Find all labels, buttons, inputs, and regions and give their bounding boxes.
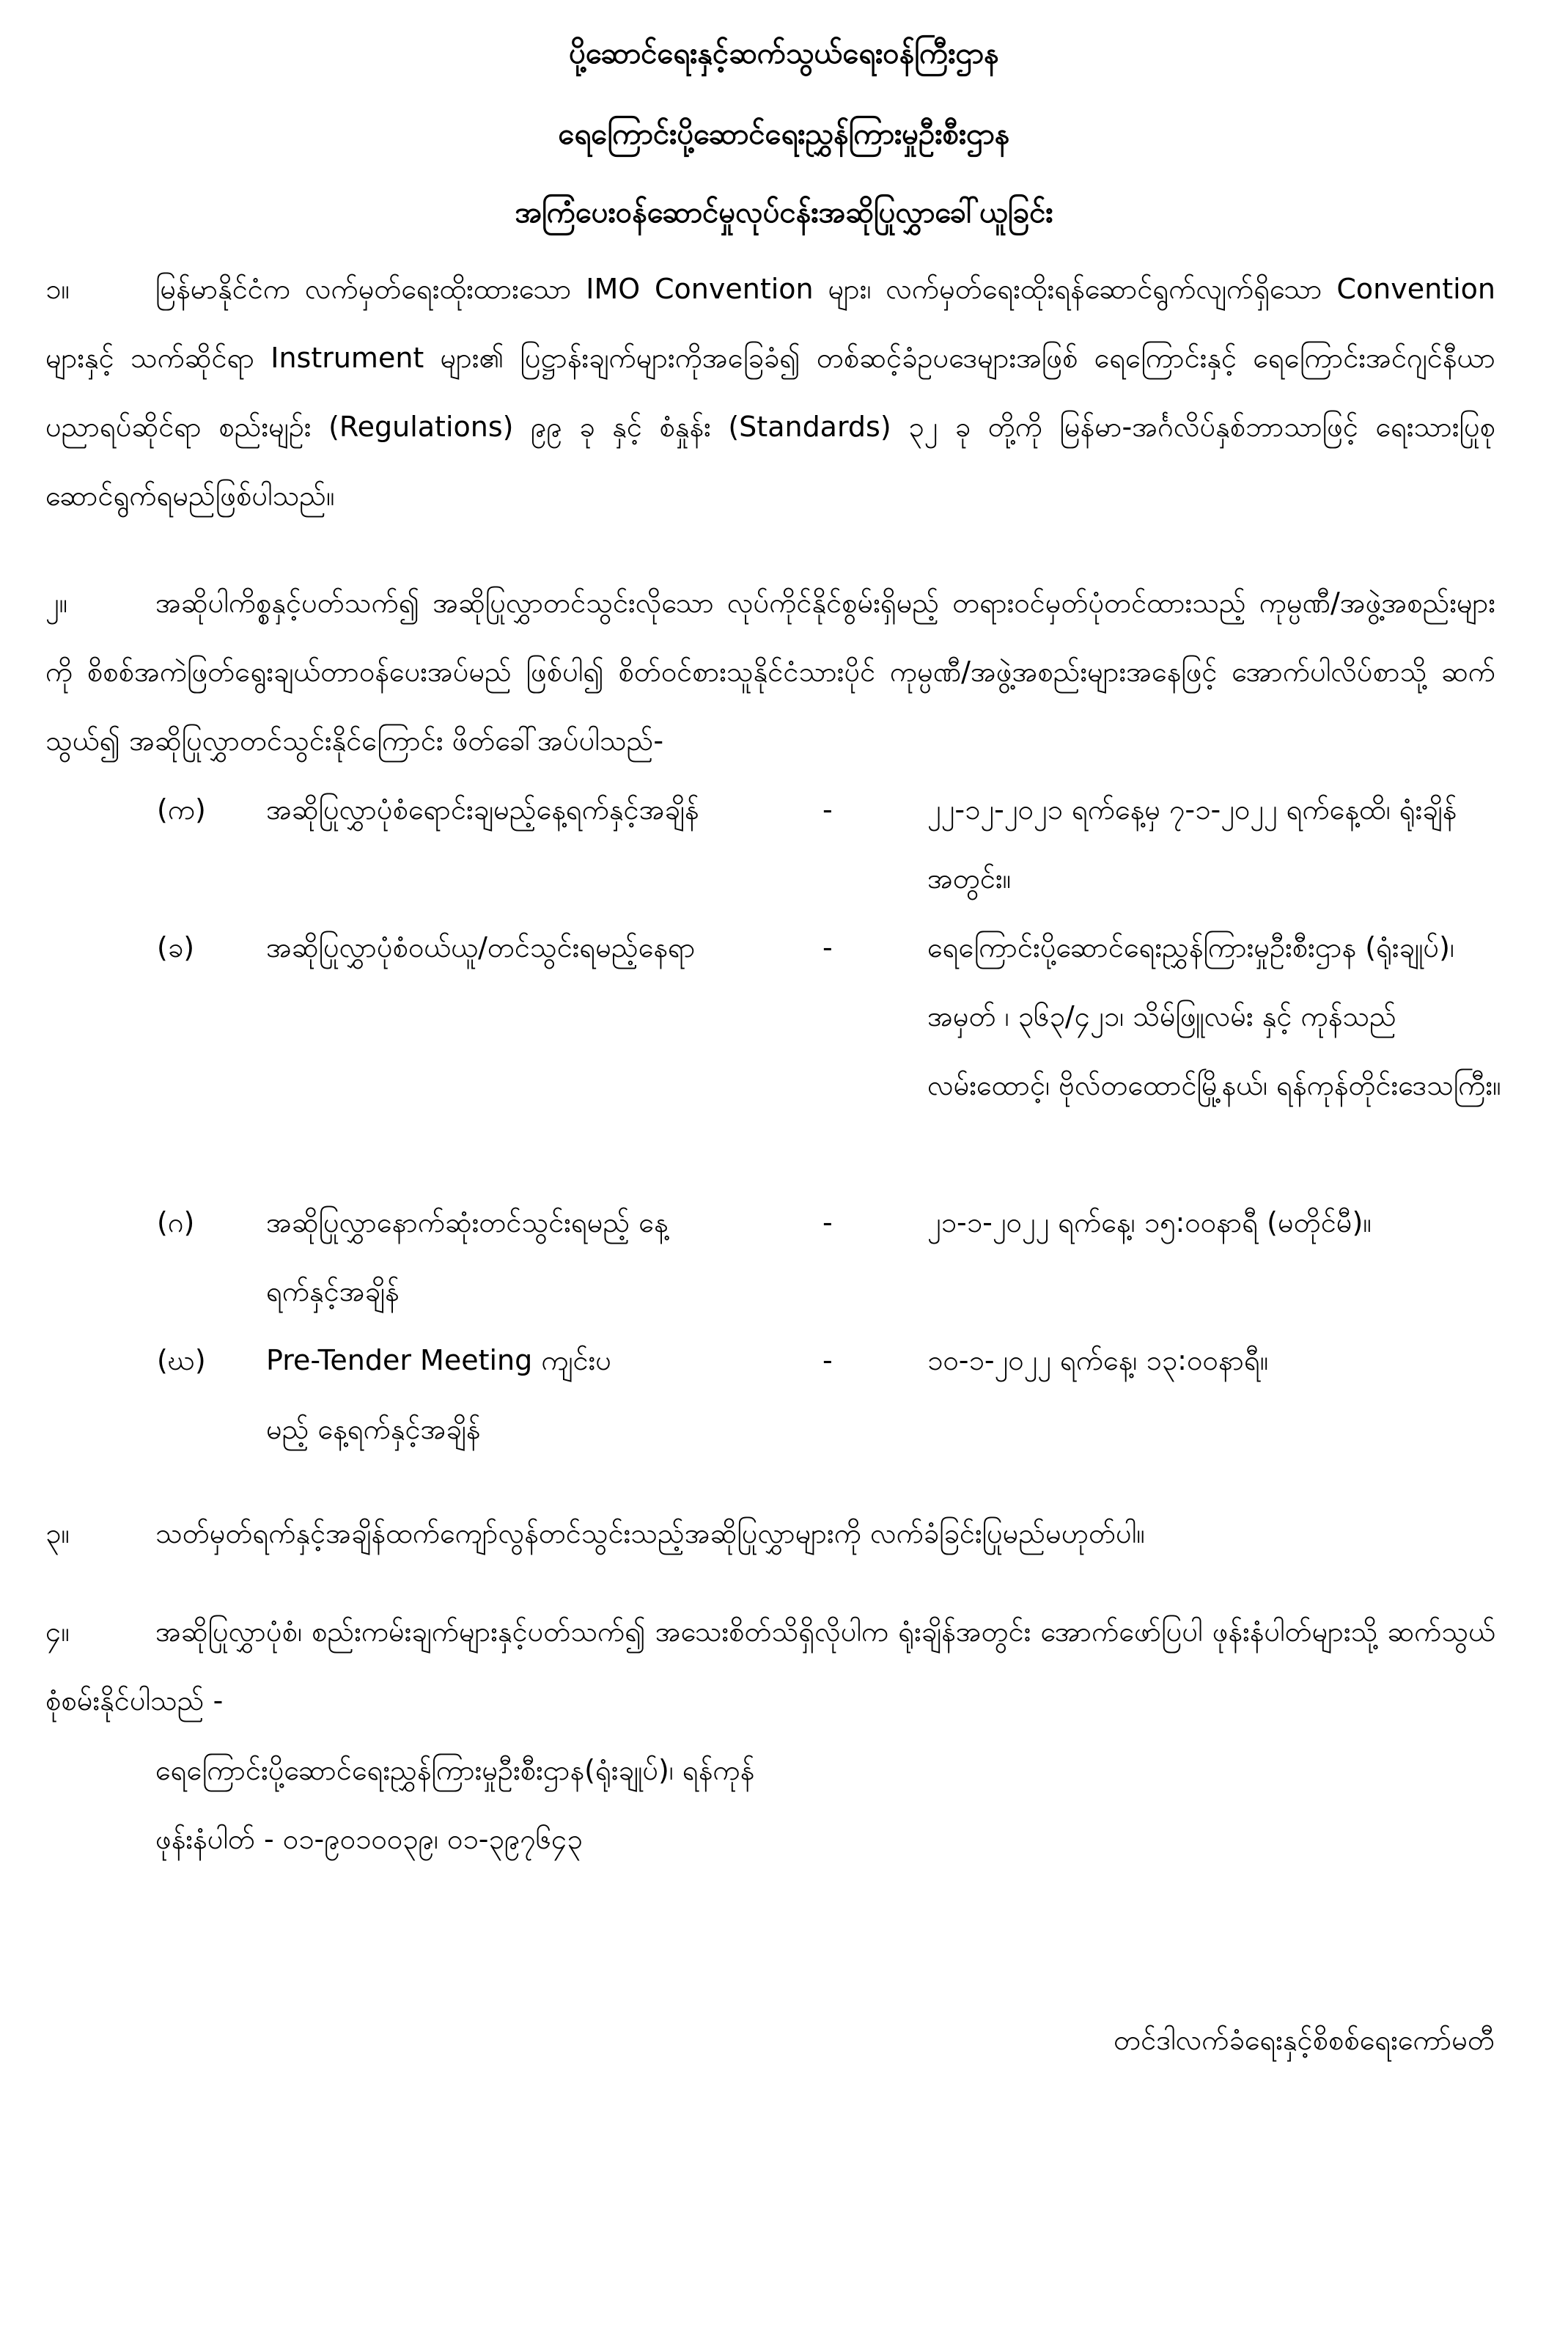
item-text: အဆိုပြုလွှာပုံစံရောင်းချမည့်နေ့ရက်နှင့်အချိန် (266, 793, 699, 826)
paragraph-text: အဆိုပြုလွှာပုံစံ၊ စည်းကမ်းချက်များနှင့်ပတ်သက်၍ အသေးစိတ်သိရှိလိုပါက ရုံးချိန်အတွင်း အောက်ဖော်ပြပါ ဖုန်းနံပါတ်များသို့ ဆက်သွယ်စုံစမ်းနိုင်ပါသည် - (45, 1615, 1495, 1717)
paragraph-number: ၄။ (45, 1615, 70, 1648)
item-value: ၂၂-၁၂-၂၀၂၁ ရက်နေ့မှ ၇-၁-၂၀၂၂ ရက်နေ့ထိ၊ ရုံးချိန်အတွင်း။ (927, 793, 1457, 895)
item-dash: - (822, 931, 833, 964)
department-title: ရေကြောင်းပို့ဆောင်ရေးညွှန်ကြားမှုဦးစီးဌာန (558, 117, 1010, 151)
paragraph-3 (45, 1499, 1495, 1568)
item-label: (က) (157, 793, 206, 826)
item-value: ၁၀-၁-၂၀၂၂ ရက်နေ့၊ ၁၃:၀၀နာရီ။ (927, 1344, 1269, 1376)
item-dash: - (822, 1344, 833, 1376)
signature-committee: တင်ဒါလက်ခံရေးနှင့်စိစစ်ရေးကော်မတီ (1114, 2024, 1495, 2056)
item-dash: - (822, 793, 833, 826)
subject-title: အကြံပေးဝန်ဆောင်မှုလုပ်ငန်းအဆိုပြုလွှာခေါ်ယူခြင်း (515, 196, 1053, 230)
paragraph-1 (45, 254, 1495, 530)
item-value: ရေကြောင်းပို့ဆောင်ရေးညွှန်ကြားမှုဦးစီးဌာန (ရုံးချုပ်)၊ အမှတ် ၊ ၃၆၃/၄၂၁၊ သိမ်ဖြူလမ်း နှင့် ကုန်သည်လမ်းထောင့်၊ ဗိုလ်တထောင်မြို့နယ်၊ ရန်ကုန်တိုင်းဒေသကြီး။ (927, 931, 1501, 1101)
item-label: (ဂ) (157, 1206, 195, 1238)
item-label: (ဃ) (157, 1344, 206, 1376)
contact-address: ရေကြောင်းပို့ဆောင်ရေးညွှန်ကြားမှုဦးစီးဌာန(ရုံးချုပ်)၊ ရန်ကုန် (155, 1754, 755, 1786)
paragraph-number: ၁။ (45, 273, 70, 305)
paragraph-2 (45, 568, 1495, 775)
contact-phones: ဖုန်းနံပါတ် - ၀၁-၉၀၁၀၀၃၉၊ ၀၁-၃၉၇၆၄၃ (155, 1823, 583, 1855)
item-label: (ခ) (157, 931, 195, 964)
paragraph-text: သတ်မှတ်ရက်နှင့်အချိန်ထက်ကျော်လွန်တင်သွင်းသည့်အဆိုပြုလွှာများကို လက်ခံခြင်းပြုမည်မဟုတ်ပါ။ (155, 1517, 1145, 1549)
item-dash: - (822, 1206, 833, 1238)
paragraph-number: ၂။ (45, 587, 68, 619)
paragraph-4 (45, 1597, 1495, 1735)
paragraph-text: မြန်မာနိုင်ငံက လက်မှတ်ရေးထိုးထားသော IMO Convention များ၊ လက်မှတ်ရေးထိုးရန်ဆောင်ရွက်လျက်ရှိသော Convention များနှင့် သက်ဆိုင်ရာ Instrument များ၏ ပြဋ္ဌာန်းချက်များကိုအခြေခံ၍ တစ်ဆင့်ခံဥပဒေများအဖြစ် ရေကြောင်းနှင့် ရေကြောင်းအင်ဂျင်နီယာပညာရပ်ဆိုင်ရာ စည်းမျဉ်း (Regulations) ၉၉ ခု နှင့် စံနှုန်း (Standards) ၃၂ ခု တို့ကို မြန်မာ-အင်္ဂလိပ်နှစ်ဘာသာဖြင့် ရေးသားပြုစုဆောင်ရွက်ရမည်ဖြစ်ပါသည်။ (45, 273, 1495, 512)
item-value: ၂၁-၁-၂၀၂၂ ရက်နေ့၊ ၁၅:၀၀နာရီ (မတိုင်မီ)။ (927, 1206, 1372, 1238)
item-text: Pre-Tender Meeting ကျင်းပမည့် နေ့ရက်နှင့်အချိန် (266, 1344, 611, 1445)
item-text: အဆိုပြုလွှာပုံစံဝယ်ယူ/တင်သွင်းရမည့်နေရာ (266, 931, 696, 964)
ministry-title: ပို့ဆောင်ရေးနှင့်ဆက်သွယ်ရေးဝန်ကြီးဌာန (569, 37, 999, 70)
paragraph-number: ၃။ (45, 1517, 70, 1549)
item-text: အဆိုပြုလွှာနောက်ဆုံးတင်သွင်းရမည့် နေ့ရက်နှင့်အချိန် (266, 1206, 669, 1307)
paragraph-text: အဆိုပါကိစ္စနှင့်ပတ်သက်၍ အဆိုပြုလွှာတင်သွင်းလိုသော လုပ်ကိုင်နိုင်စွမ်းရှိမည့် တရားဝင်မှတ်ပုံတင်ထားသည့် ကုမ္ပဏီ/အဖွဲ့အစည်းများကို စိစစ်အကဲဖြတ်ရွေးချယ်တာဝန်ပေးအပ်မည် ဖြစ်ပါ၍ စိတ်ဝင်စားသူနိုင်ငံသားပိုင် ကုမ္ပဏီ/အဖွဲ့အစည်းများအနေဖြင့် အောက်ပါလိပ်စာသို့ ဆက်သွယ်၍ အဆိုပြုလွှာတင်သွင်းနိုင်ကြောင်း ဖိတ်ခေါ်အပ်ပါသည်- (45, 587, 1495, 757)
